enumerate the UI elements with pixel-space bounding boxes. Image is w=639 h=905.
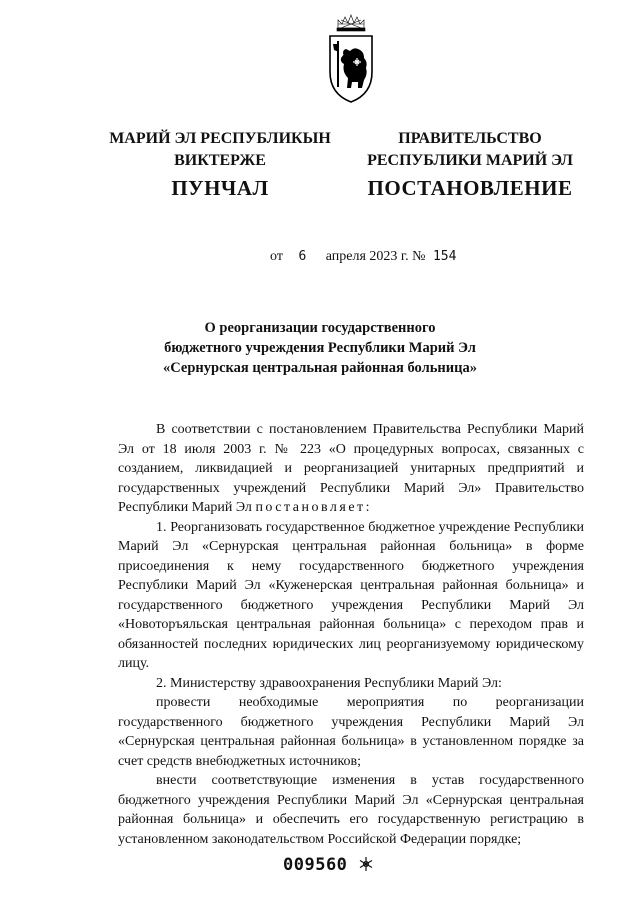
serial-number: 009560	[283, 855, 348, 875]
right-header-line1: ПРАВИТЕЛЬСТВО	[398, 130, 542, 147]
item-1: 1. Реорганизовать государственное бюджетное учреждение Республики Марий Эл «Сернурская центральная районная больница» в форме присоединения к нему государственного бюджетного учреждения Республики Марий Эл «Куженерская центральная районная больница» и государственного бюджетного учреждения Республики Марий Эл «Новоторъяльская центральная районная больница» с переходом прав и обязанностей последних юридических лиц реорганизуемому юридическому лицу.	[118, 519, 584, 671]
left-header-line1: МАРИЙ ЭЛ РЕСПУБЛИКЫН	[109, 130, 331, 147]
item-2-a: провести необходимые мероприятия по реорганизации государственного бюджетного учреждения Республики Марий Эл «Сернурская центральная районная больница» в установленном порядке за счет средств внебюджетных источников;	[118, 695, 584, 769]
item-2-b: внести соответствующие изменения в устав государственного бюджетного учреждения Республики Марий Эл «Сернурская центральная районная больница» и обеспечить его государственную регистрацию в установленном законодательством Российской Федерации порядке;	[118, 773, 584, 847]
document-title	[120, 318, 520, 378]
item-2: 2. Министерству здравоохранения Республики Марий Эл:	[156, 675, 502, 691]
document-body	[118, 420, 584, 849]
title-line1: О реорганизации государственного	[204, 320, 436, 336]
intro-verb: постановляет:	[255, 500, 373, 515]
intro-text: В соответствии с постановлением Правительства Республики Марий Эл от 18 июля 2003 г. № 223 «О процедурных вопросах, связанных с созданием, ликвидацией и реорганизацией унитарных предприятий и государственных учреждений Республики Марий Эл» Правительство Республики Марий Эл	[118, 422, 584, 515]
right-header-line2: РЕСПУБЛИКИ МАРИЙ ЭЛ	[367, 152, 573, 169]
right-document-type: ПОСТАНОВЛЕНИЕ	[367, 176, 573, 200]
title-line3: «Сернурская центральная районная больница»	[163, 360, 477, 376]
document-number: 154	[432, 249, 457, 264]
date-month-year: апреля 2023 г. №	[325, 249, 426, 264]
left-header-line2: ВИКТЕРЖЕ	[174, 152, 266, 169]
left-document-type: ПУНЧАЛ	[171, 176, 269, 200]
date-day: 6	[298, 249, 307, 264]
title-line2: бюджетного учреждения Республики Марий Эл	[164, 340, 476, 356]
intro-paragraph	[118, 420, 584, 518]
date-line	[270, 249, 456, 265]
date-prefix: от	[270, 249, 283, 264]
coat-of-arms-icon	[324, 14, 378, 106]
snowflake-icon	[358, 856, 374, 872]
